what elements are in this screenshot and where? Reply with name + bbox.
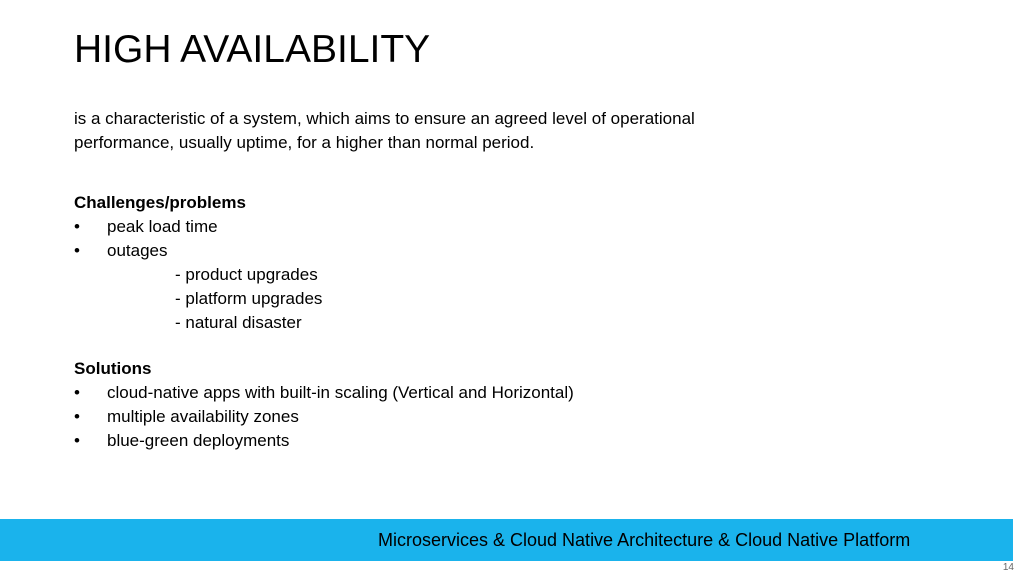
definition-line-1: is a characteristic of a system, which aims to ensure an agreed level of operational xyxy=(74,109,695,128)
solution-item xyxy=(74,429,874,453)
outages-sub-list xyxy=(74,263,874,335)
solution-item-label: multiple availability zones xyxy=(107,407,299,426)
outage-sub-item: - product upgrades xyxy=(175,265,318,284)
solution-item xyxy=(74,381,874,405)
bullet-icon: • xyxy=(74,431,80,450)
challenge-item-label: peak load time xyxy=(107,217,218,236)
definition-paragraph xyxy=(74,107,834,155)
bullet-icon: • xyxy=(74,217,80,236)
solutions-heading: Solutions xyxy=(74,359,152,378)
definition-line-2: performance, usually uptime, for a higher than normal period. xyxy=(74,133,535,152)
challenges-section xyxy=(74,191,874,335)
outage-sub-item: - natural disaster xyxy=(175,313,302,332)
solutions-section xyxy=(74,357,874,453)
page-number: 14 xyxy=(1002,562,1014,573)
solutions-list xyxy=(74,381,874,453)
slide-title: HIGH AVAILABILITY xyxy=(74,28,431,71)
solution-item-label: blue-green deployments xyxy=(107,431,290,450)
challenges-list xyxy=(74,215,874,263)
challenge-item xyxy=(74,239,874,263)
bullet-icon: • xyxy=(74,383,80,402)
solution-item-label: cloud-native apps with built-in scaling (Vertical and Horizontal) xyxy=(107,383,574,402)
bullet-icon: • xyxy=(74,241,80,260)
challenges-heading: Challenges/problems xyxy=(74,193,246,212)
challenge-item xyxy=(74,215,874,239)
solution-item xyxy=(74,405,874,429)
outage-sub-item: - platform upgrades xyxy=(175,289,323,308)
bullet-icon: • xyxy=(74,407,80,426)
challenge-item-label: outages xyxy=(107,241,168,260)
footer-text: Microservices & Cloud Native Architecture & Cloud Native Platform xyxy=(378,530,911,550)
